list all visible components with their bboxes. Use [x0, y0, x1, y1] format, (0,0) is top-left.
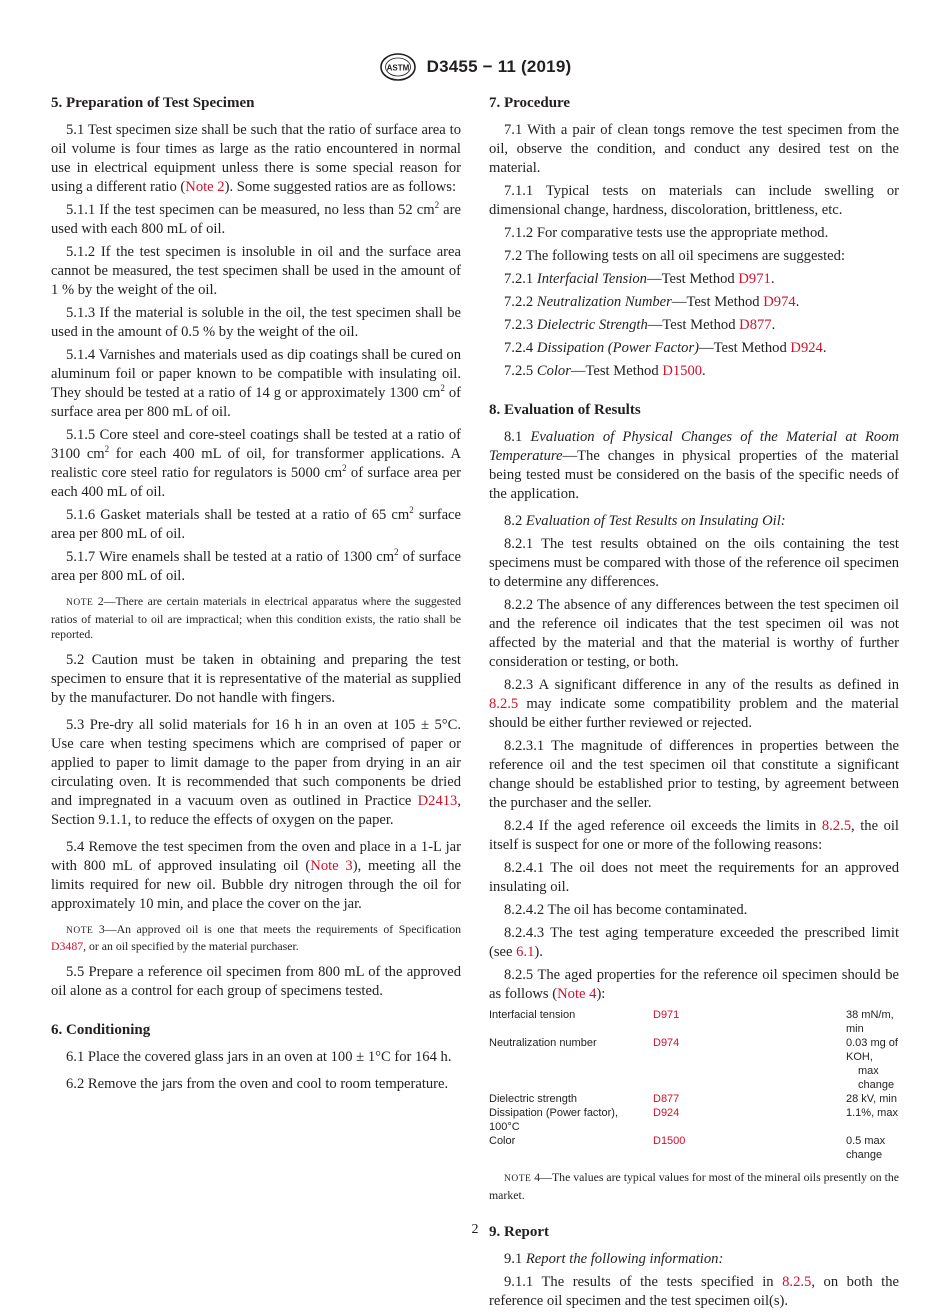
d974-link[interactable]: D974: [763, 294, 796, 310]
table-row: Interfacial tension D971 38 mN/m, min: [489, 1009, 894, 1035]
page-number: 2: [471, 1222, 479, 1237]
test-item: 7.2.4 Dissipation (Power Factor)—Test Method D924.: [504, 340, 827, 356]
section-7-heading: 7. Procedure: [489, 95, 571, 111]
section-5-heading: 5. Preparation of Test Specimen: [51, 95, 255, 111]
table-row: Neutralization number D974 0.03 mg of KOH, max change: [489, 1037, 898, 1091]
d1500-link[interactable]: D1500: [662, 363, 703, 379]
section-8-2-5-link[interactable]: 8.2.5: [489, 696, 519, 712]
section-6-heading: 6. Conditioning: [51, 1021, 151, 1038]
para-8-2-4-1: 8.2.4.1 The oil does not meet the requirements for an approved insulating oil.: [489, 860, 899, 895]
table-row: Dielectric strength D877 28 kV, min: [489, 1093, 897, 1105]
section-9-heading: 9. Report: [489, 1224, 549, 1240]
para-5-3: 5.3 Pre-dry all solid materials for 16 h in an oven at 105 ± 5°C. Use care when testing specimens which are comprised of paper or applied to paper to limit damage to the paper from drying in an air circulating oven. It is recommended that such components be dried and impregnated in a vacuum oven as outlined in Practice D2413, Section 9.1.1, to reduce the effects of oxygen on the paper.: [51, 716, 461, 828]
para-5-1: 5.1 Test specimen size shall be such that the ratio of surface area to oil volume is four times as large as the ratio encountered in normal use in electrical equipment unless there is some special reason for using a different ratio (Note 2). Some suggested ratios are as follows:: [51, 122, 461, 195]
para-8-2-2: 8.2.2 The absence of any differences between the test specimen oil and the reference oil indicates that the test specimen oil was not affected by the material and that the material is worthy of further consideration or testing, or both.: [489, 597, 899, 670]
d974-link[interactable]: D974: [653, 1037, 680, 1049]
table-row: Color D1500 0.5 max change: [489, 1135, 886, 1161]
para-9-1: 9.1 Report the following information:: [504, 1251, 724, 1267]
para-5-1-4: 5.1.4 Varnishes and materials used as dip coatings shall be cured on aluminum foil or paper known to be compatible with insulating oil. They should be tested at a ratio of 14 g or approximately 1300 $cm^2$ of surface area per 800 mL of oil.: [51, 347, 462, 420]
logo-text: ASTM: [386, 63, 409, 73]
table-row: Dissipation (Power factor), 100°C D924 1.1%, max: [489, 1107, 898, 1133]
section-8-heading: 8. Evaluation of Results: [489, 402, 641, 418]
para-7-1: 7.1 With a pair of clean tongs remove the test specimen from the oil, observe the condition, and conduct any desired test on the material.: [489, 122, 899, 176]
test-item: 7.2.3 Dielectric Strength—Test Method D877.: [504, 317, 776, 333]
para-8-2-1: 8.2.1 The test results obtained on the oils containing the test specimens must be compared with those of the reference oil specimen to determine any differences.: [489, 536, 899, 590]
note-3: NOTE 3—An approved oil is one that meets the requirements of Specification D3487, or an oil specified by the material purchaser.: [51, 921, 461, 953]
test-item: 7.2.1 Interfacial Tension—Test Method D971.: [504, 271, 775, 287]
para-8-2-3: 8.2.3 A significant difference in any of the results as defined in 8.2.5 may indicate some compatibility problem and the material should be either further reviewed or rejected.: [489, 677, 899, 731]
para-8-2-4-2: 8.2.4.2 The oil has become contaminated.: [504, 902, 748, 918]
d971-link[interactable]: D971: [653, 1009, 680, 1021]
d2413-link[interactable]: D2413: [417, 792, 458, 809]
reference-oil-limits-table: [489, 1008, 899, 1162]
para-6-1: 6.1 Place the covered glass jars in an oven at 100 ± 1°C for 164 h.: [66, 1048, 452, 1065]
para-5-4: 5.4 Remove the test specimen from the oven and place in a 1-L jar with 800 mL of approved insulating oil (Note 3), meeting all the limits required for new oil. Bubble dry nitrogen through the oil for approximately 10 min, and place the cover on the jar.: [51, 838, 461, 912]
para-8-2: 8.2 Evaluation of Test Results on Insulating Oil:: [504, 513, 786, 529]
section-8-2-5-link[interactable]: 8.2.5: [821, 818, 852, 834]
page-header: [0, 52, 950, 82]
para-5-1-5: 5.1.5 Core steel and core-steel coatings shall be tested at a ratio of 3100 $cm^2$ for each 400 mL of oil, for transformer applications. A realistic core steel ratio for regulators is 5000 $cm^2$ of surface area per each 400 mL of oil.: [51, 427, 462, 500]
test-item: 7.2.2 Neutralization Number—Test Method D974.: [504, 294, 800, 310]
para-5-2: 5.2 Caution must be taken in obtaining and preparing the test specimen to ensure that it is representative of the material as supplied by the manufacturer. Do not handle with fingers.: [51, 651, 461, 706]
para-5-1-7: 5.1.7 Wire enamels shall be tested at a ratio of 1300 $cm^2$ of surface area per 800 mL of oil.: [51, 547, 461, 584]
para-5-5: 5.5 Prepare a reference oil specimen from 800 mL of the approved oil alone as a control for each group of specimens tested.: [51, 963, 461, 999]
d877-link[interactable]: D877: [653, 1093, 680, 1105]
para-5-1-1: 5.1.1 If the test specimen can be measured, no less than 52 $cm^2$ are used with each 800 mL of oil.: [51, 200, 461, 237]
section-8-2-5-link[interactable]: 8.2.5: [782, 1274, 812, 1290]
d924-link[interactable]: D924: [790, 340, 823, 356]
note-2: NOTE 2—There are certain materials in electrical apparatus where the suggested ratios of material to oil are impractical; when this condition exists, the ratio shall be reported.: [51, 594, 461, 641]
section-6-1-link[interactable]: 6.1: [516, 944, 535, 960]
para-8-2-4: 8.2.4 If the aged reference oil exceeds the limits in 8.2.5, the oil itself is suspect for one or more of the following reasons:: [489, 818, 899, 853]
para-7-2: 7.2 The following tests on all oil specimens are suggested:: [504, 248, 846, 264]
para-8-1: 8.1 Evaluation of Physical Changes of the Material at Room Temperature—The changes in physical properties of the material being tested must be considered on the basis of the specific needs of the application.: [489, 429, 900, 502]
note-4: NOTE 4—The values are typical values for most of the mineral oils presently on the market.: [489, 1170, 899, 1202]
left-column: [51, 94, 461, 1098]
d877-link[interactable]: D877: [739, 317, 772, 333]
para-8-2-5: 8.2.5 The aged properties for the reference oil specimen should be as follows (Note 4):: [489, 967, 899, 1002]
test-item: 7.2.5 Color—Test Method D1500.: [504, 363, 706, 379]
para-5-1-3: 5.1.3 If the material is soluble in the oil, the test specimen shall be used in the amount of 0.5 % by the weight of the oil.: [51, 305, 461, 340]
right-column: [489, 94, 899, 1315]
document-designation: D3455 − 11 (2019): [426, 57, 572, 76]
para-7-1-1: 7.1.1 Typical tests on materials can include swelling or dimensional change, hardness, discoloration, brittleness, etc.: [489, 183, 899, 218]
para-6-2: 6.2 Remove the jars from the oven and cool to room temperature.: [66, 1075, 449, 1092]
d924-link[interactable]: D924: [653, 1107, 680, 1119]
d1500-link[interactable]: D1500: [653, 1135, 686, 1147]
note-4-link[interactable]: Note 4: [557, 986, 597, 1002]
para-5-1-6: 5.1.6 Gasket materials shall be tested at a ratio of 65 $cm^2$ surface area per 800 mL of oil.: [51, 505, 461, 542]
para-9-1-1: 9.1.1 The results of the tests specified in 8.2.5, on both the reference oil specimen and the test specimen oil(s).: [489, 1274, 899, 1309]
note-2-link[interactable]: Note 2: [185, 179, 225, 195]
astm-logo-icon: [379, 52, 417, 82]
d3487-link[interactable]: D3487: [51, 939, 84, 953]
para-7-1-2: 7.1.2 For comparative tests use the appropriate method.: [504, 225, 829, 241]
note-3-link[interactable]: Note 3: [310, 857, 353, 874]
para-8-2-4-3: 8.2.4.3 The test aging temperature exceeded the prescribed limit (see 6.1).: [489, 925, 899, 960]
para-5-1-2: 5.1.2 If the test specimen is insoluble in oil and the surface area cannot be measured, the test specimen shall be used in the amount of 1 % by the weight of the oil.: [51, 244, 461, 298]
para-8-2-3-1: 8.2.3.1 The magnitude of differences in properties between the reference oil and the test specimen oil that constitute a significant change should be established prior to testing, by agreement between the purchaser and the seller.: [489, 738, 899, 811]
d971-link[interactable]: D971: [738, 271, 771, 287]
